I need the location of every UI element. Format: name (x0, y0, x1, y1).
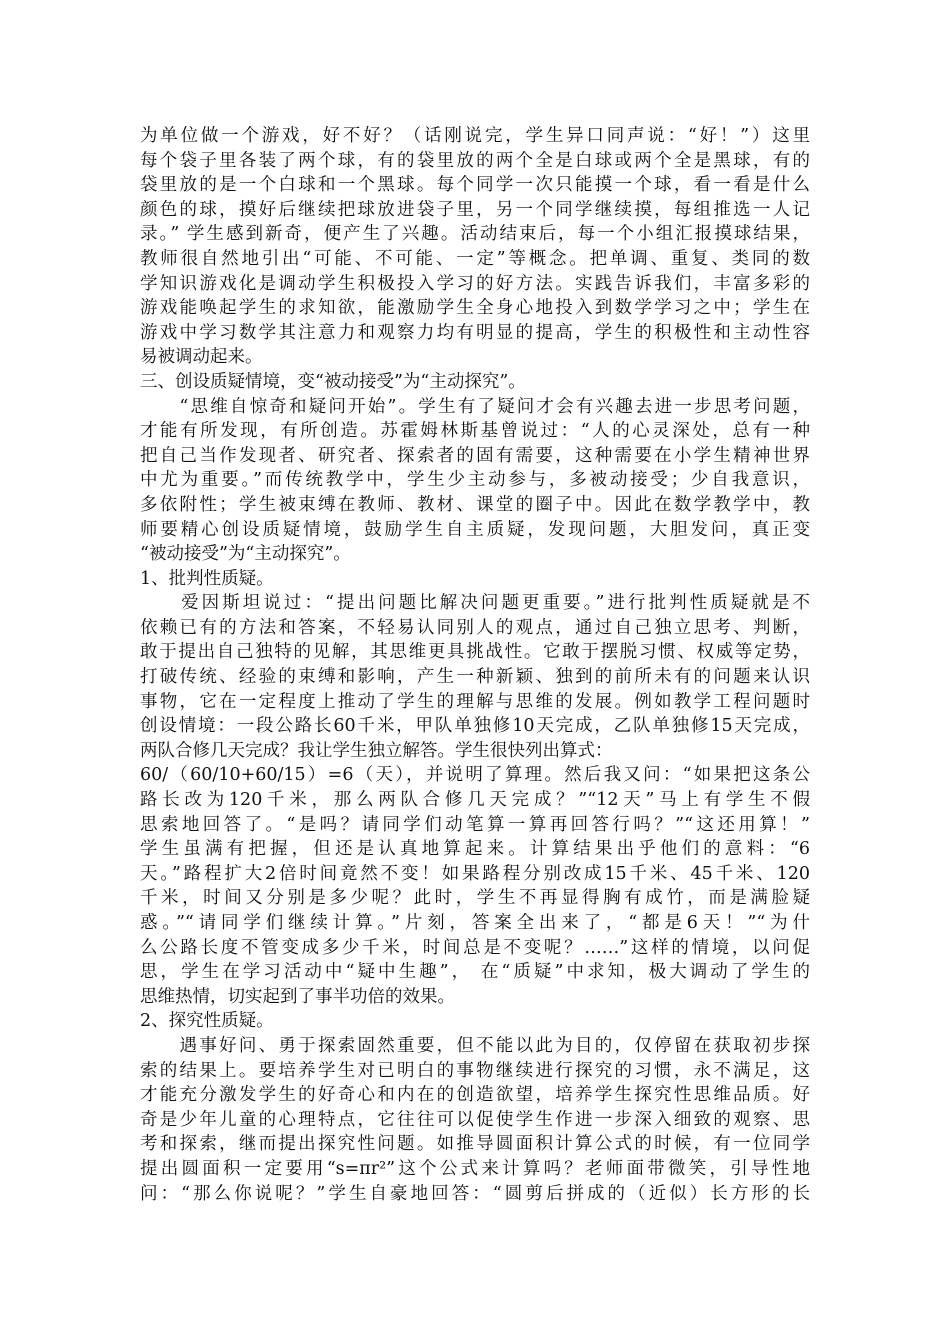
text-line: 提出圆面积一定要用“s=πr²”这个公式来计算吗？老师面带微笑，引导性地 (140, 1158, 810, 1179)
text-line: 千米，时间又分别是多少呢？此时，学生不再显得胸有成竹，而是满脸疑 (140, 888, 810, 909)
text-line: 师要精心创设质疑情境，鼓励学生自主质疑，发现问题，大胆发问，真正变 (140, 519, 810, 540)
text-line: 把自己当作发现者、研究者、探索者的固有需要，这种需要在小学生精神世界 (140, 445, 810, 466)
text-line: 索的结果上。要培养学生对已明白的事物继续进行探究的习惯，永不满足，这 (140, 1060, 810, 1081)
text-line: 2、探究性质疑。 (140, 1011, 274, 1032)
text-line: 三、创设质疑情境，变“被动接受”为“主动探究”。 (140, 371, 526, 392)
text-line: 依赖已有的方法和答案，不轻易认同别人的观点，通过自己独立思考、判断， (140, 617, 810, 638)
text-line: 事物，它在一定程度上推动了学生的理解与思维的发展。例如教学工程问题时 (140, 691, 810, 712)
text-line: 袋里放的是一个白球和一个黑球。每个同学一次只能摸一个球，看一看是什么 (140, 175, 810, 196)
text-line: 1、批判性质疑。 (140, 568, 274, 589)
text-line: 思，学生在学习活动中“疑中生趣”， 在“质疑”中求知，极大调动了学生的 (140, 962, 810, 983)
text-line: 60/（60/10+60/15）=6（天），并说明了算理。然后我又问：“如果把这条公 (140, 765, 810, 786)
text-line: 学知识游戏化是调动学生积极投入学习的好方法。实践告诉我们，丰富多彩的 (140, 273, 810, 294)
text-line: 才能充分激发学生的好奇心和内在的创造欲望，培养学生探究性思维品质。好 (140, 1085, 810, 1106)
text-line: 爱因斯坦说过：“提出问题比解决问题更重要。”进行批判性质疑就是不 (140, 593, 810, 614)
text-line: 敢于提出自己独特的见解，其思维更具挑战性。它敢于摆脱习惯、权威等定势， (140, 642, 810, 663)
text-line: 游戏中学习数学其注意力和观察力均有明显的提高，学生的积极性和主动性容 (140, 322, 810, 343)
text-line: 惑。”“请同学们继续计算。”片刻，答案全出来了，“都是6天！”“为什 (140, 913, 810, 933)
text-line: 每个袋子里各装了两个球，有的袋里放的两个全是白球或两个全是黑球，有的 (140, 150, 810, 171)
text-line: 为单位做一个游戏，好不好？（话刚说完，学生异口同声说：“好！”）这里 (140, 126, 810, 146)
text-line: 思维热情，切实起到了事半功倍的效果。 (140, 986, 455, 1007)
text-line: 录。” 学生感到新奇，便产生了兴趣。活动结束后，每一个小组汇报摸球结果， (140, 224, 810, 245)
text-line: 天。”路程扩大2倍时间竟然不变！如果路程分别改成15千米、45千米、120 (140, 863, 810, 884)
text-line: 奇是少年儿童的心理特点，它往往可以促使学生作进一步深入细致的观察、思 (140, 1109, 810, 1130)
text-line: 教师很自然地引出“可能、不可能、一定”等概念。把单调、重复、类同的数 (140, 248, 810, 269)
text-line: 学生虽满有把握，但还是认真地算起来。计算结果出乎他们的意料：“6 (140, 839, 810, 860)
text-line: 么公路长度不管变成多少千米，时间总是不变呢？……”这样的情境，以问促 (140, 937, 810, 958)
text-line: 考和探索，继而提出探究性问题。如推导圆面积计算公式的时候，有一位同学 (140, 1134, 810, 1155)
text-line: 创设情境：一段公路长60千米，甲队单独修10天完成，乙队单独修15天完成， (140, 716, 810, 737)
text-line: 游戏能唤起学生的求知欲，能激励学生全身心地投入到数学学习之中；学生在 (140, 298, 810, 319)
text-line: 遇事好问、勇于探索固然重要，但不能以此为目的，仅停留在获取初步探 (140, 1035, 810, 1056)
text-line: “思维自惊奇和疑问开始”。学生有了疑问才会有兴趣去进一步思考问题， (140, 396, 810, 417)
text-line: 思索地回答了。“是吗？请同学们动笔算一算再回答行吗？”“这还用算！” (140, 814, 810, 835)
text-line: 多依附性；学生被束缚在教师、教材、课堂的圈子中。因此在数学教学中，教 (140, 494, 810, 515)
text-line: 中尤为重要。”而传统教学中，学生少主动参与，多被动接受；少自我意识， (140, 470, 810, 491)
text-line: 问：“那么你说呢？”学生自豪地回答：“圆剪后拼成的（近似）长方形的长 (140, 1183, 810, 1204)
text-line: “被动接受”为“主动探究”。 (140, 544, 351, 565)
document-page (140, 124, 810, 1206)
text-line: 路长改为120千米，那么两队合修几天完成？”“12天”马上有学生不假 (140, 790, 810, 811)
text-line: 两队合修几天完成？我让学生独立解答。学生很快列出算式： (140, 740, 613, 761)
text-line: 打破传统、经验的束缚和影响，产生一种新颖、独到的前所未有的问题来认识 (140, 667, 810, 688)
text-line: 颜色的球，摸好后继续把球放进袋子里，另一个同学继续摸，每组推选一人记 (140, 199, 810, 220)
document-body (140, 124, 810, 1206)
text-line: 易被调动起来。 (140, 347, 263, 368)
text-line: 才能有所发现，有所创造。苏霍姆林斯基曾说过：“人的心灵深处，总有一种 (140, 421, 810, 442)
